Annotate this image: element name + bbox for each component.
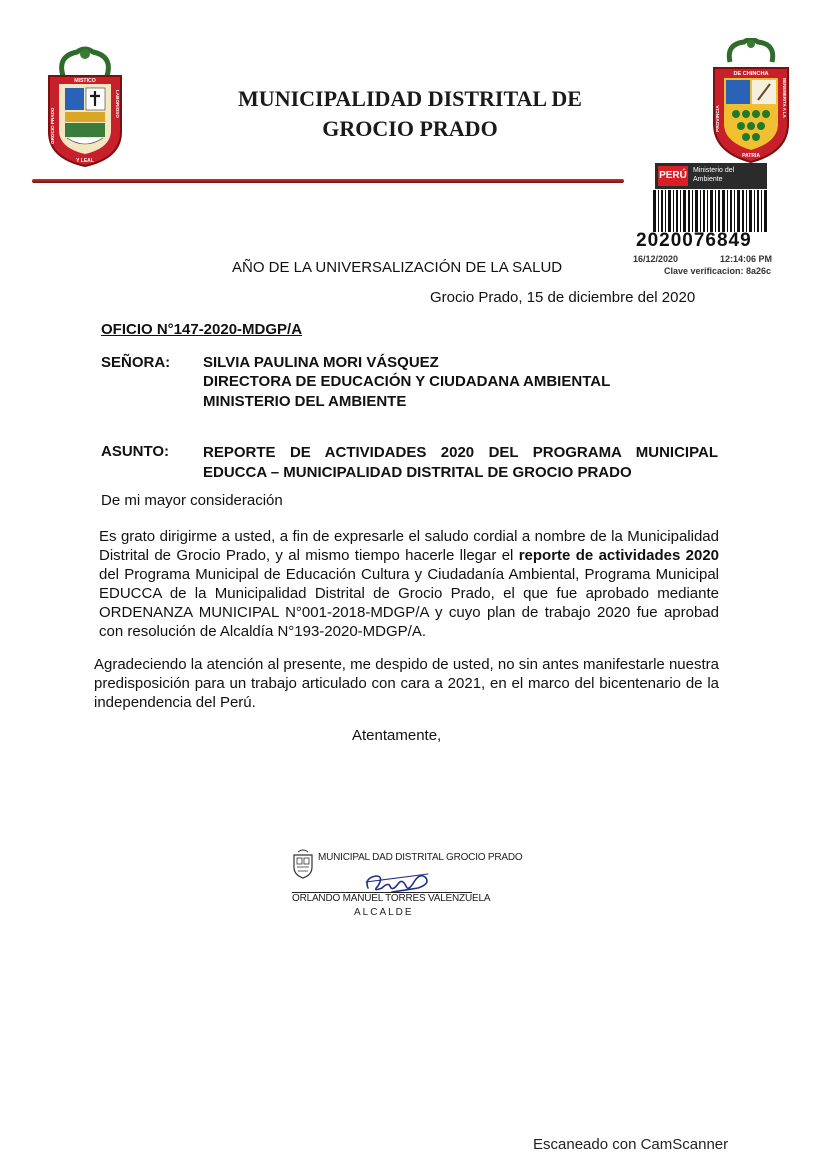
municipality-title-line1: MUNICIPALIDAD DISTRITAL DE — [238, 86, 582, 111]
para1-bold-text: reporte de actividades 2020 — [518, 547, 719, 564]
recipient-title: DIRECTORA DE EDUCACIÓN Y CIUDADANA AMBIENTAL — [203, 373, 611, 390]
crest-right-bottom-text: PATRIA — [742, 153, 760, 159]
municipality-title — [190, 84, 630, 144]
crest-left-top-text: MISTICO — [74, 78, 96, 84]
crest-right-top-text: DE CHINCHA — [733, 71, 769, 77]
senora-label: SEÑORA: — [101, 354, 171, 371]
crest-left-left-text: GROCIO PRADO — [50, 107, 55, 144]
verification-key: Clave verificacion: 8a26c — [664, 266, 772, 276]
asunto-label: ASUNTO: — [101, 443, 170, 460]
place-date: Grocio Prado, 15 de diciembre del 2020 — [430, 289, 696, 306]
crest-right-right-text: BENEMERITA A LA — [782, 78, 787, 118]
para1-text-b: del Programa Municipal de Educación Cultura y Ciudadanía Ambiental, Programa Municipal EDUCCA de la Municipalidad Distrital de Grocio Prado, el que fue aprobado mediante ORDENANZA MUNICIPAL N°001-2018-MDGP/A y cuyo plan de trabajo 2020 fue aprobad con resolución de Alcaldía N°193-2020-MDGP/A. — [99, 566, 719, 640]
recipient-name: SILVIA PAULINA MORI VÁSQUEZ — [203, 354, 439, 371]
body-paragraph-1 — [99, 527, 719, 641]
grocio-prado-crest — [43, 46, 127, 170]
para1-text-a: Es grato dirigirme a usted, a fin de expresarle el saludo cordial a nombre de la Municipalidad Distrital de Grocio Prado, y al mismo tiempo hacerle llegar el — [99, 528, 719, 564]
camscanner-watermark: Escaneado con CamScanner — [533, 1136, 729, 1153]
year-motto: AÑO DE LA UNIVERSALIZACIÓN DE LA SALUD — [232, 259, 563, 276]
asunto-text: REPORTE DE ACTIVIDADES 2020 DEL PROGRAMA MUNICIPAL EDUCCA – MUNICIPALIDAD DISTRITAL DE GROCIO PRADO — [203, 444, 718, 481]
crest-left-bottom-text: Y LEAL — [76, 158, 94, 164]
laurel-wreath — [62, 49, 109, 76]
peru-flag-label: PERÚ — [658, 166, 688, 186]
municipality-title-line2: GROCIO PRADO — [322, 116, 498, 141]
chincha-crest — [710, 38, 792, 164]
header-red-rule — [32, 179, 624, 183]
registration-date: 16/12/2020 — [633, 254, 679, 264]
body-paragraph-2: Agradeciendo la atención al presente, me despido de usted, no sin antes manifestarle nuestra predisposición para un trabajo articulado con cara a 2021, en el marco del bicentenario de la independencia del Perú. — [94, 656, 719, 711]
signer-role: ALCALDE — [354, 907, 414, 918]
recipient-organization: MINISTERIO DEL AMBIENTE — [203, 393, 407, 410]
signer-name: ORLANDO MANUEL TORRES VALENZUELA — [292, 893, 491, 904]
greeting: De mi mayor consideración — [101, 492, 283, 509]
oficio-number: OFICIO N°147-2020-MDGP/A — [101, 321, 303, 338]
crest-right-left-text: PROVINCIA — [716, 105, 721, 132]
registration-time: 12:14:06 PM — [720, 254, 773, 264]
crest-left-right-text: LABORIOSO — [115, 90, 120, 118]
registration-barcode — [653, 190, 768, 232]
registration-number: 2020076849 — [636, 230, 752, 251]
laurel-wreath-right — [729, 40, 772, 63]
closing: Atentamente, — [352, 727, 442, 744]
signature-seal-icon — [292, 849, 314, 879]
signature-stamp-org: MUNICIPAL DAD DISTRITAL GROCIO PRADO — [318, 852, 523, 863]
ministry-label: Ministerio del Ambiente — [693, 167, 735, 183]
